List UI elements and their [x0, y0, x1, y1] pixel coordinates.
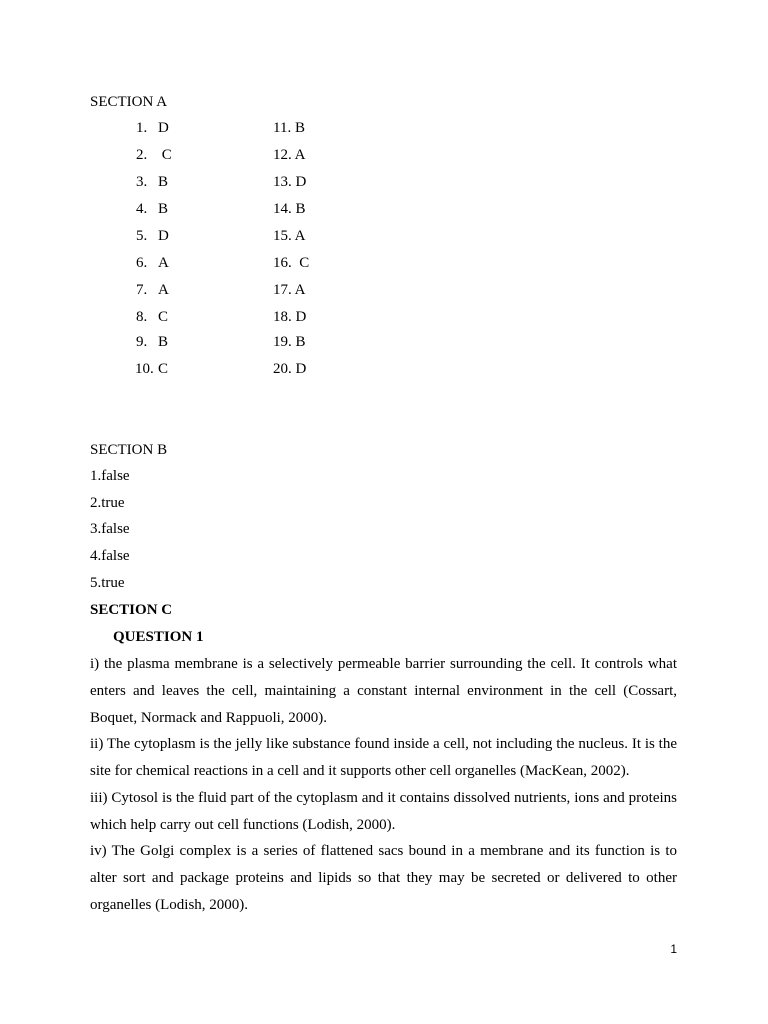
list-item: 13. D [273, 174, 307, 190]
list-item: 19. B [273, 334, 306, 350]
list-item: 11. B [273, 120, 305, 136]
list-item: 4.false [90, 548, 130, 564]
section-b-title: SECTION B [90, 442, 168, 458]
item-number: 3. [136, 174, 148, 190]
list-item: 1.false [90, 468, 130, 484]
item-answer: B [158, 201, 169, 217]
item-number: 1. [136, 120, 148, 136]
section-c-title: SECTION C [90, 602, 173, 618]
item-number: 6. [136, 255, 148, 271]
item-answer: D [158, 228, 169, 244]
item-number: 7. [136, 282, 148, 298]
item-answer: A [158, 255, 169, 271]
page-number: 1 [670, 942, 677, 956]
list-item: 2.true [90, 495, 125, 511]
list-item: 5.true [90, 575, 125, 591]
paragraph: ii) The cytoplasm is the jelly like substance found inside a cell, not including the nucleus. It is the site for chemical reactions in a cell and it supports other cell organelles (MacKean, 2002). [90, 736, 677, 779]
paragraph: iii) Cytosol is the fluid part of the cytoplasm and it contains dissolved nutrients, ions and proteins which help carry out cell functions (Lodish, 2000). [90, 790, 677, 833]
section-a-title: SECTION A [90, 94, 168, 110]
item-answer: C [158, 361, 169, 377]
list-item: 12. A [273, 147, 306, 163]
paragraph: i) the plasma membrane is a selectively permeable barrier surrounding the cell. It controls what enters and leaves the cell, maintaining a constant internal environment in the cell (Cossart, Boquet, Normack and Rappuoli, 2000). [90, 656, 677, 726]
item-number: 9. [136, 334, 148, 350]
list-item: 18. D [273, 309, 307, 325]
paragraph: iv) The Golgi complex is a series of flattened sacs bound in a membrane and its function is to alter sort and package proteins and lipids so that they may be secreted or delivered to other organelles (Lodish, 2000). [90, 843, 677, 913]
item-number: 8. [136, 309, 148, 325]
item-number: 4. [136, 201, 148, 217]
list-item: 17. A [273, 282, 306, 298]
item-answer: B [158, 334, 169, 350]
list-item: 20. D [273, 361, 307, 377]
item-answer: D [158, 120, 169, 136]
list-item: 14. B [273, 201, 306, 217]
list-item: 15. A [273, 228, 306, 244]
item-number: 10. [135, 361, 154, 377]
list-item: 3.false [90, 521, 130, 537]
item-number: 5. [136, 228, 148, 244]
item-answer: B [158, 174, 169, 190]
item-answer: C [158, 147, 172, 163]
item-answer: C [158, 309, 169, 325]
list-item: 16. C [273, 255, 310, 271]
item-answer: A [158, 282, 169, 298]
item-number: 2. [136, 147, 148, 163]
question-heading: QUESTION 1 [113, 629, 204, 645]
